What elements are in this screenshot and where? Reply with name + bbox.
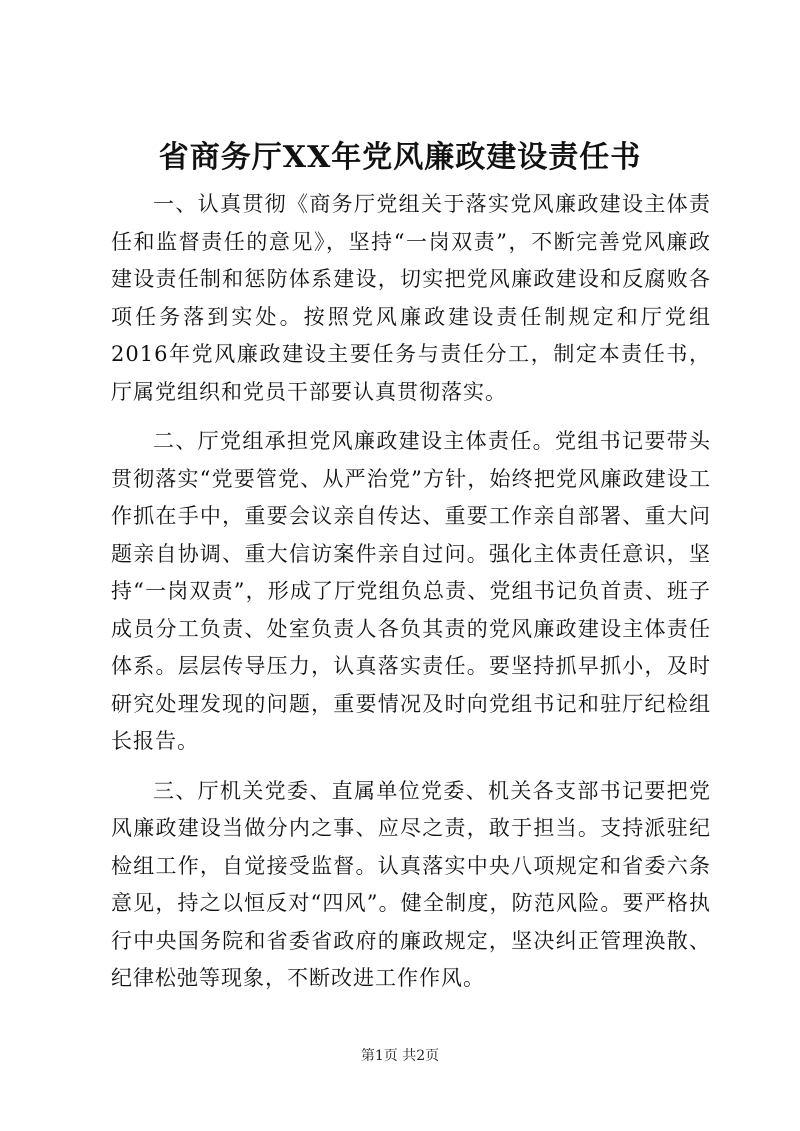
paragraph-1: 一、认真贯彻《商务厅党组关于落实党风廉政建设主体责任和监督责任的意见》，坚持“一岗双责”，不断完善党风廉政建设责任制和惩防体系建设，切实把党风廉政建设和反腐败各项任务落到实处。按照党风廉政建设责任制规定和厅党组2016年党风廉政建设主要任务与责任分工，制定本责任书，厅属党组织和党员干部要认真贯彻落实。	[111, 192, 711, 404]
page-footer: 第1页 共2页	[360, 1048, 440, 1064]
paragraph-3: 三、厅机关党委、直属单位党委、机关各支部书记要把党风廉政建设当做分内之事、应尽之责，敢于担当。支持派驻纪检组工作，自觉接受监督。认真落实中央八项规定和省委六条意见，持之以恒反对“四风”。健全制度，防范风险。要严格执行中央国务院和省委省政府的廉政规定，坚决纠正管理涣散、纪律松弛等现象，不断改进工作作风。	[111, 778, 711, 990]
paragraph-2: 二、厅党组承担党风廉政建设主体责任。党组书记要带头贯彻落实“党要管党、从严治党”方针，始终把党风廉政建设工作抓在手中，重要会议亲自传达、重要工作亲自部署、重大问题亲自协调、重大信访案件亲自过问。强化主体责任意识，坚持“一岗双责”，形成了厅党组负总责、党组书记负首责、班子成员分工负责、处室负责人各负其责的党风廉政建设主体责任体系。层层传导压力，认真落实责任。要坚持抓早抓小，及时研究处理发现的问题，重要情况及时向党组书记和驻厅纪检组长报告。	[111, 429, 711, 753]
document-title: 省商务厅XX年党风廉政建设责任书	[158, 140, 642, 175]
document-body	[111, 186, 711, 1010]
